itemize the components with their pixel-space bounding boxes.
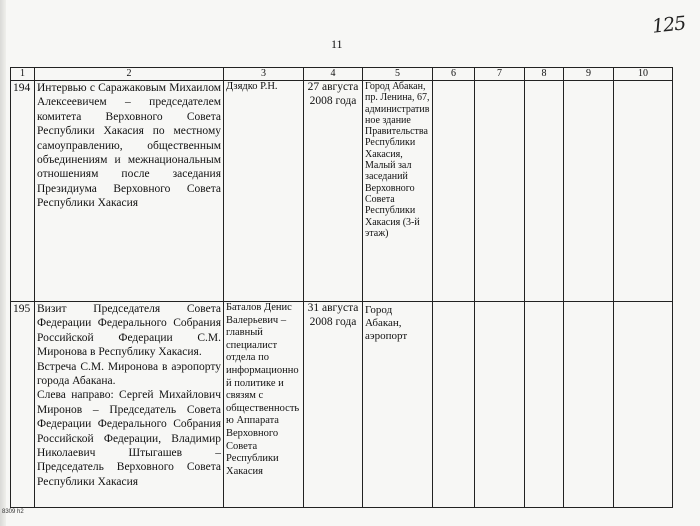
empty-cell [433,302,475,508]
empty-cell [433,81,475,302]
column-header: 6 [433,68,475,81]
handwritten-sheet-number: 125 [650,12,687,38]
empty-cell [614,302,673,508]
column-header: 3 [224,68,304,81]
row-date: 31 августа 2008 года [304,302,363,508]
empty-cell [564,302,614,508]
empty-cell [614,81,673,302]
empty-cell [475,81,525,302]
row-executor: Дзядко Р.Н. [224,81,304,302]
empty-cell [475,302,525,508]
empty-cell [525,302,564,508]
row-date: 27 августа 2008 года [304,81,363,302]
page-binding-edge [0,0,6,526]
table-row [11,81,673,302]
page-number: 11 [331,37,343,51]
row-description: Интервью с Саражаковым Михаилом Алексеевичем – председателем комитета Верховного Совета Республики Хакасия по местному самоуправлению, общественным объединениям и межнациональным отношениям после заседания Президиума Верховного Совета Республики Хакасия [35,81,224,302]
table-row [11,302,673,508]
header-row [11,68,673,81]
row-description: Визит Председателя Совета Федерации Федерального Собрания Российской Федерации С.М. Миронова в Республику Хакасия. Встреча С.М. Миронова в аэропорту города Абакана. Слева направо: Сергей Михайлович Миронов – Председатель Совета Федерации Федерального Собрания Российской Федерации, Владимир Николаевич Штыгашев – Председатель Верховного Совета Республики Хакасия [35,302,224,508]
column-header: 5 [363,68,433,81]
row-number: 194 [11,81,35,302]
row-executor: Баталов Денис Валерьевич – главный специалист отдела по информационной политике и связям с общественностью Аппарата Верховного Совета Республики Хакасия [224,302,304,508]
empty-cell [564,81,614,302]
empty-cell [525,81,564,302]
row-place: Город Абакан, аэропорт [363,302,433,508]
column-header: 7 [475,68,525,81]
register-table [10,67,673,508]
column-header: 9 [564,68,614,81]
row-place: Город Абакан, пр. Ленина, 67, административное здание Правительства Республики Хакасия, Малый зал заседаний Верховного Совета Республики Хакасия (3-й этаж) [363,81,433,302]
column-header: 8 [525,68,564,81]
archive-stamp: 8309 h2 [2,509,24,515]
column-header: 4 [304,68,363,81]
row-number: 195 [11,302,35,508]
column-header: 1 [11,68,35,81]
column-header: 2 [35,68,224,81]
column-header: 10 [614,68,673,81]
